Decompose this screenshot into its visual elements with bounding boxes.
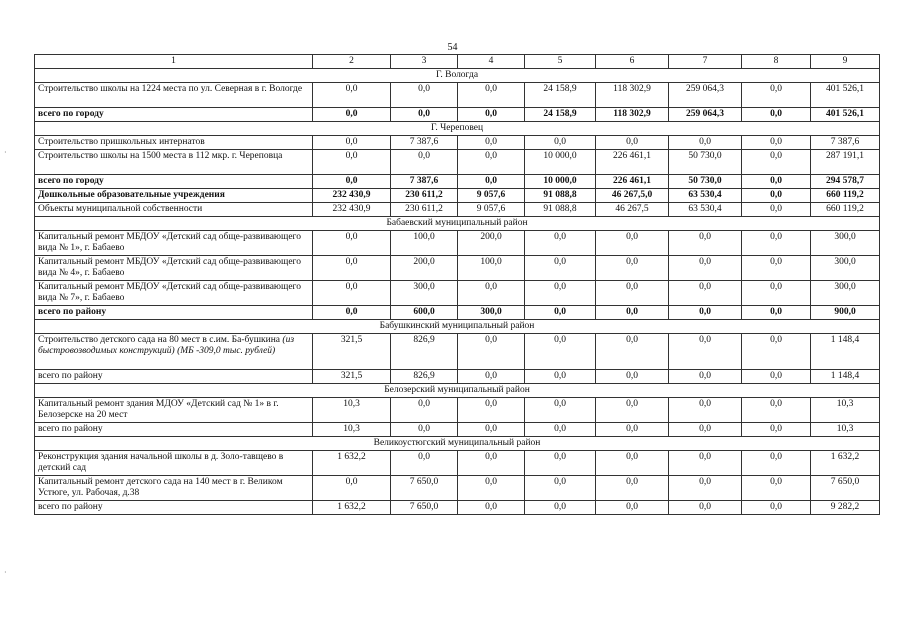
row-name-cell	[35, 256, 313, 281]
value-cell: 0,0	[458, 136, 525, 150]
value-cell: 7 387,6	[391, 136, 458, 150]
section-row	[35, 384, 880, 398]
section-row	[35, 217, 880, 231]
value-cell: 50 730,0	[669, 150, 742, 175]
value-cell: 0,0	[669, 334, 742, 370]
value-cell: 7 650,0	[811, 476, 880, 501]
table-row	[35, 136, 880, 150]
section-row	[35, 122, 880, 136]
row-name-cell	[35, 203, 313, 217]
value-cell: 232 430,9	[313, 203, 391, 217]
value-cell: 0,0	[525, 334, 596, 370]
table-row	[35, 203, 880, 217]
value-cell: 0,0	[313, 175, 391, 189]
value-cell: 0,0	[742, 136, 811, 150]
row-name-cell	[35, 189, 313, 203]
value-cell: 232 430,9	[313, 189, 391, 203]
value-cell: 10 000,0	[525, 175, 596, 189]
value-cell: 0,0	[596, 451, 669, 476]
value-cell: 0,0	[596, 398, 669, 423]
value-cell: 0,0	[596, 306, 669, 320]
value-cell: 660 119,2	[811, 203, 880, 217]
value-cell: 0,0	[525, 231, 596, 256]
row-name: Капитальный ремонт здания МДОУ «Детский сад № 1» в г. Белозерске на 20 мест	[38, 399, 279, 420]
value-cell: 0,0	[742, 334, 811, 370]
page-number: 54	[447, 42, 458, 53]
row-name: Строительство детского сада на 80 мест в с.им. Ба-бушкина	[38, 335, 281, 345]
value-cell: 9 057,6	[458, 189, 525, 203]
row-name: Дошкольные образовательные учреждения	[38, 190, 225, 200]
value-cell: 0,0	[313, 476, 391, 501]
row-name-cell	[35, 306, 313, 320]
value-cell: 900,0	[811, 306, 880, 320]
row-name: Строительство школы на 1224 места по ул. Северная в г. Вологде	[38, 84, 303, 94]
value-cell: 0,0	[742, 423, 811, 437]
row-name: всего по району	[38, 502, 103, 512]
value-cell: 0,0	[458, 370, 525, 384]
value-cell: 63 530,4	[669, 189, 742, 203]
value-cell: 1 632,2	[811, 451, 880, 476]
total-row	[35, 175, 880, 189]
value-cell: 63 530,4	[669, 203, 742, 217]
row-name-cell	[35, 370, 313, 384]
header-cell: 7	[669, 55, 742, 69]
value-cell: 24 158,9	[525, 108, 596, 122]
value-cell: 0,0	[742, 451, 811, 476]
value-cell: 0,0	[669, 476, 742, 501]
table-row	[35, 370, 880, 384]
value-cell: 1 632,2	[313, 501, 391, 515]
budget-table	[34, 54, 880, 515]
value-cell: 200,0	[391, 256, 458, 281]
value-cell: 230 611,2	[391, 203, 458, 217]
value-cell: 0,0	[313, 136, 391, 150]
value-cell: 0,0	[742, 231, 811, 256]
row-name-cell	[35, 231, 313, 256]
value-cell: 10,3	[811, 423, 880, 437]
row-name-cell	[35, 476, 313, 501]
value-cell: 0,0	[391, 451, 458, 476]
total-row	[35, 108, 880, 122]
value-cell: 91 088,8	[525, 203, 596, 217]
table-row	[35, 281, 880, 306]
value-cell: 10 000,0	[525, 150, 596, 175]
value-cell: 0,0	[596, 281, 669, 306]
value-cell: 660 119,2	[811, 189, 880, 203]
value-cell: 0,0	[596, 256, 669, 281]
value-cell: 0,0	[669, 370, 742, 384]
value-cell: 0,0	[458, 281, 525, 306]
value-cell: 46 267,5	[596, 203, 669, 217]
value-cell: 0,0	[391, 83, 458, 108]
row-note: (из быстровозводимых конструкций) (МБ -309,0 тыс. рублей)	[38, 335, 295, 356]
table-row	[35, 150, 880, 175]
value-cell: 826,9	[391, 334, 458, 370]
value-cell: 294 578,7	[811, 175, 880, 189]
value-cell: 0,0	[596, 370, 669, 384]
value-cell: 0,0	[742, 108, 811, 122]
row-name: всего по району	[38, 307, 107, 317]
row-name: Капитальный ремонт МБДОУ «Детский сад обще-развивающего вида № 1», г. Бабаево	[38, 232, 301, 253]
value-cell: 10,3	[313, 423, 391, 437]
value-cell: 0,0	[391, 423, 458, 437]
table-row	[35, 423, 880, 437]
value-cell: 0,0	[313, 256, 391, 281]
value-cell: 0,0	[742, 476, 811, 501]
value-cell: 10,3	[313, 398, 391, 423]
value-cell: 0,0	[669, 398, 742, 423]
value-cell: 0,0	[669, 451, 742, 476]
value-cell: 46 267,5,0	[596, 189, 669, 203]
header-row	[35, 55, 880, 69]
value-cell: 1 632,2	[313, 451, 391, 476]
value-cell: 0,0	[742, 501, 811, 515]
value-cell: 0,0	[742, 83, 811, 108]
value-cell: 0,0	[458, 334, 525, 370]
row-name-cell	[35, 451, 313, 476]
table-body	[35, 55, 880, 515]
value-cell: 0,0	[458, 451, 525, 476]
value-cell: 259 064,3	[669, 108, 742, 122]
header-cell: 3	[391, 55, 458, 69]
value-cell: 0,0	[669, 501, 742, 515]
value-cell: 0,0	[458, 83, 525, 108]
value-cell: 401 526,1	[811, 108, 880, 122]
value-cell: 0,0	[596, 136, 669, 150]
section-row	[35, 320, 880, 334]
value-cell: 7 650,0	[391, 501, 458, 515]
value-cell: 0,0	[525, 423, 596, 437]
value-cell: 0,0	[742, 203, 811, 217]
value-cell: 0,0	[458, 398, 525, 423]
value-cell: 300,0	[391, 281, 458, 306]
table-row	[35, 231, 880, 256]
value-cell: 0,0	[313, 281, 391, 306]
row-name-cell	[35, 281, 313, 306]
value-cell: 0,0	[391, 398, 458, 423]
value-cell: 226 461,1	[596, 175, 669, 189]
value-cell: 0,0	[742, 281, 811, 306]
value-cell: 24 158,9	[525, 83, 596, 108]
value-cell: 0,0	[525, 306, 596, 320]
value-cell: 300,0	[811, 231, 880, 256]
value-cell: 0,0	[458, 501, 525, 515]
table-row	[35, 398, 880, 423]
value-cell: 0,0	[596, 476, 669, 501]
value-cell: 226 461,1	[596, 150, 669, 175]
value-cell: 0,0	[525, 281, 596, 306]
value-cell: 259 064,3	[669, 83, 742, 108]
value-cell: 0,0	[313, 231, 391, 256]
value-cell: 9 282,2	[811, 501, 880, 515]
value-cell: 0,0	[669, 256, 742, 281]
value-cell: 300,0	[811, 256, 880, 281]
value-cell: 1 148,4	[811, 334, 880, 370]
value-cell: 0,0	[669, 281, 742, 306]
value-cell: 0,0	[742, 256, 811, 281]
section-row	[35, 69, 880, 83]
value-cell: 0,0	[525, 451, 596, 476]
value-cell: 0,0	[669, 231, 742, 256]
row-name: всего по району	[38, 371, 103, 381]
row-name-cell	[35, 423, 313, 437]
value-cell: 0,0	[669, 306, 742, 320]
value-cell: 0,0	[596, 501, 669, 515]
value-cell: 9 057,6	[458, 203, 525, 217]
value-cell: 300,0	[458, 306, 525, 320]
value-cell: 0,0	[391, 150, 458, 175]
row-name: Капитальный ремонт детского сада на 140 мест в г. Великом Устюге, ул. Рабочая, д.38	[38, 477, 283, 498]
value-cell: 118 302,9	[596, 108, 669, 122]
value-cell: 7 387,6	[391, 175, 458, 189]
row-name-cell	[35, 150, 313, 175]
margin-mark: ·	[4, 148, 7, 157]
value-cell: 7 387,6	[811, 136, 880, 150]
row-name: всего по городу	[38, 109, 104, 119]
value-cell: 0,0	[391, 108, 458, 122]
value-cell: 0,0	[458, 108, 525, 122]
value-cell: 200,0	[458, 231, 525, 256]
value-cell: 0,0	[596, 423, 669, 437]
value-cell: 0,0	[313, 108, 391, 122]
value-cell: 0,0	[742, 175, 811, 189]
table-row	[35, 451, 880, 476]
value-cell: 50 730,0	[669, 175, 742, 189]
table-row	[35, 334, 880, 370]
value-cell: 0,0	[313, 83, 391, 108]
value-cell: 0,0	[313, 150, 391, 175]
row-name: всего по району	[38, 424, 103, 434]
value-cell: 7 650,0	[391, 476, 458, 501]
value-cell: 1 148,4	[811, 370, 880, 384]
value-cell: 10,3	[811, 398, 880, 423]
value-cell: 0,0	[742, 189, 811, 203]
section-title: Г. Вологда	[35, 69, 880, 83]
row-name: Объекты муниципальной собственности	[38, 204, 203, 214]
section-title: Белозерский муниципальный район	[35, 384, 880, 398]
value-cell: 0,0	[742, 370, 811, 384]
value-cell: 0,0	[525, 501, 596, 515]
value-cell: 0,0	[596, 334, 669, 370]
header-cell: 2	[313, 55, 391, 69]
section-title: Бабаевский муниципальный район	[35, 217, 880, 231]
margin-mark: ·	[4, 568, 7, 577]
header-cell: 5	[525, 55, 596, 69]
table-row	[35, 256, 880, 281]
total-row	[35, 306, 880, 320]
row-name: Капитальный ремонт МБДОУ «Детский сад обще-развивающего вида № 4», г. Бабаево	[38, 257, 301, 278]
value-cell: 0,0	[525, 370, 596, 384]
row-name-cell	[35, 108, 313, 122]
value-cell: 287 191,1	[811, 150, 880, 175]
value-cell: 0,0	[313, 306, 391, 320]
value-cell: 0,0	[525, 398, 596, 423]
value-cell: 100,0	[391, 231, 458, 256]
value-cell: 0,0	[669, 423, 742, 437]
value-cell: 0,0	[525, 256, 596, 281]
value-cell: 321,5	[313, 370, 391, 384]
table-row	[35, 476, 880, 501]
row-name: Строительство школы на 1500 места в 112 мкр. г. Череповца	[38, 151, 283, 161]
row-name: Капитальный ремонт МБДОУ «Детский сад обще-развивающего вида № 7», г. Бабаево	[38, 282, 301, 303]
section-row	[35, 437, 880, 451]
section-title: Бабушкинский муниципальный район	[35, 320, 880, 334]
value-cell: 0,0	[458, 175, 525, 189]
section-title: Великоустюгский муниципальный район	[35, 437, 880, 451]
value-cell: 118 302,9	[596, 83, 669, 108]
row-name: Строительство пришкольных интернатов	[38, 137, 205, 147]
row-name-cell	[35, 334, 313, 370]
row-name-cell	[35, 136, 313, 150]
value-cell: 100,0	[458, 256, 525, 281]
value-cell: 0,0	[596, 231, 669, 256]
row-name-cell	[35, 175, 313, 189]
header-cell: 4	[458, 55, 525, 69]
value-cell: 91 088,8	[525, 189, 596, 203]
header-cell: 9	[811, 55, 880, 69]
value-cell: 0,0	[458, 476, 525, 501]
header-cell: 1	[35, 55, 313, 69]
table-row	[35, 83, 880, 108]
header-cell: 6	[596, 55, 669, 69]
value-cell: 0,0	[742, 398, 811, 423]
value-cell: 0,0	[458, 423, 525, 437]
header-cell: 8	[742, 55, 811, 69]
row-name-cell	[35, 398, 313, 423]
value-cell: 0,0	[458, 150, 525, 175]
table-row	[35, 501, 880, 515]
value-cell: 826,9	[391, 370, 458, 384]
value-cell: 0,0	[669, 136, 742, 150]
value-cell: 0,0	[525, 476, 596, 501]
row-name: Реконструкция здания начальной школы в д. Золо-тавщево в детский сад	[38, 452, 284, 473]
total-row	[35, 189, 880, 203]
value-cell: 300,0	[811, 281, 880, 306]
value-cell: 401 526,1	[811, 83, 880, 108]
row-name-cell	[35, 83, 313, 108]
row-name-cell	[35, 501, 313, 515]
value-cell: 0,0	[525, 136, 596, 150]
value-cell: 321,5	[313, 334, 391, 370]
value-cell: 0,0	[742, 306, 811, 320]
value-cell: 600,0	[391, 306, 458, 320]
value-cell: 0,0	[742, 150, 811, 175]
row-name: всего по городу	[38, 176, 104, 186]
section-title: Г. Череповец	[35, 122, 880, 136]
value-cell: 230 611,2	[391, 189, 458, 203]
